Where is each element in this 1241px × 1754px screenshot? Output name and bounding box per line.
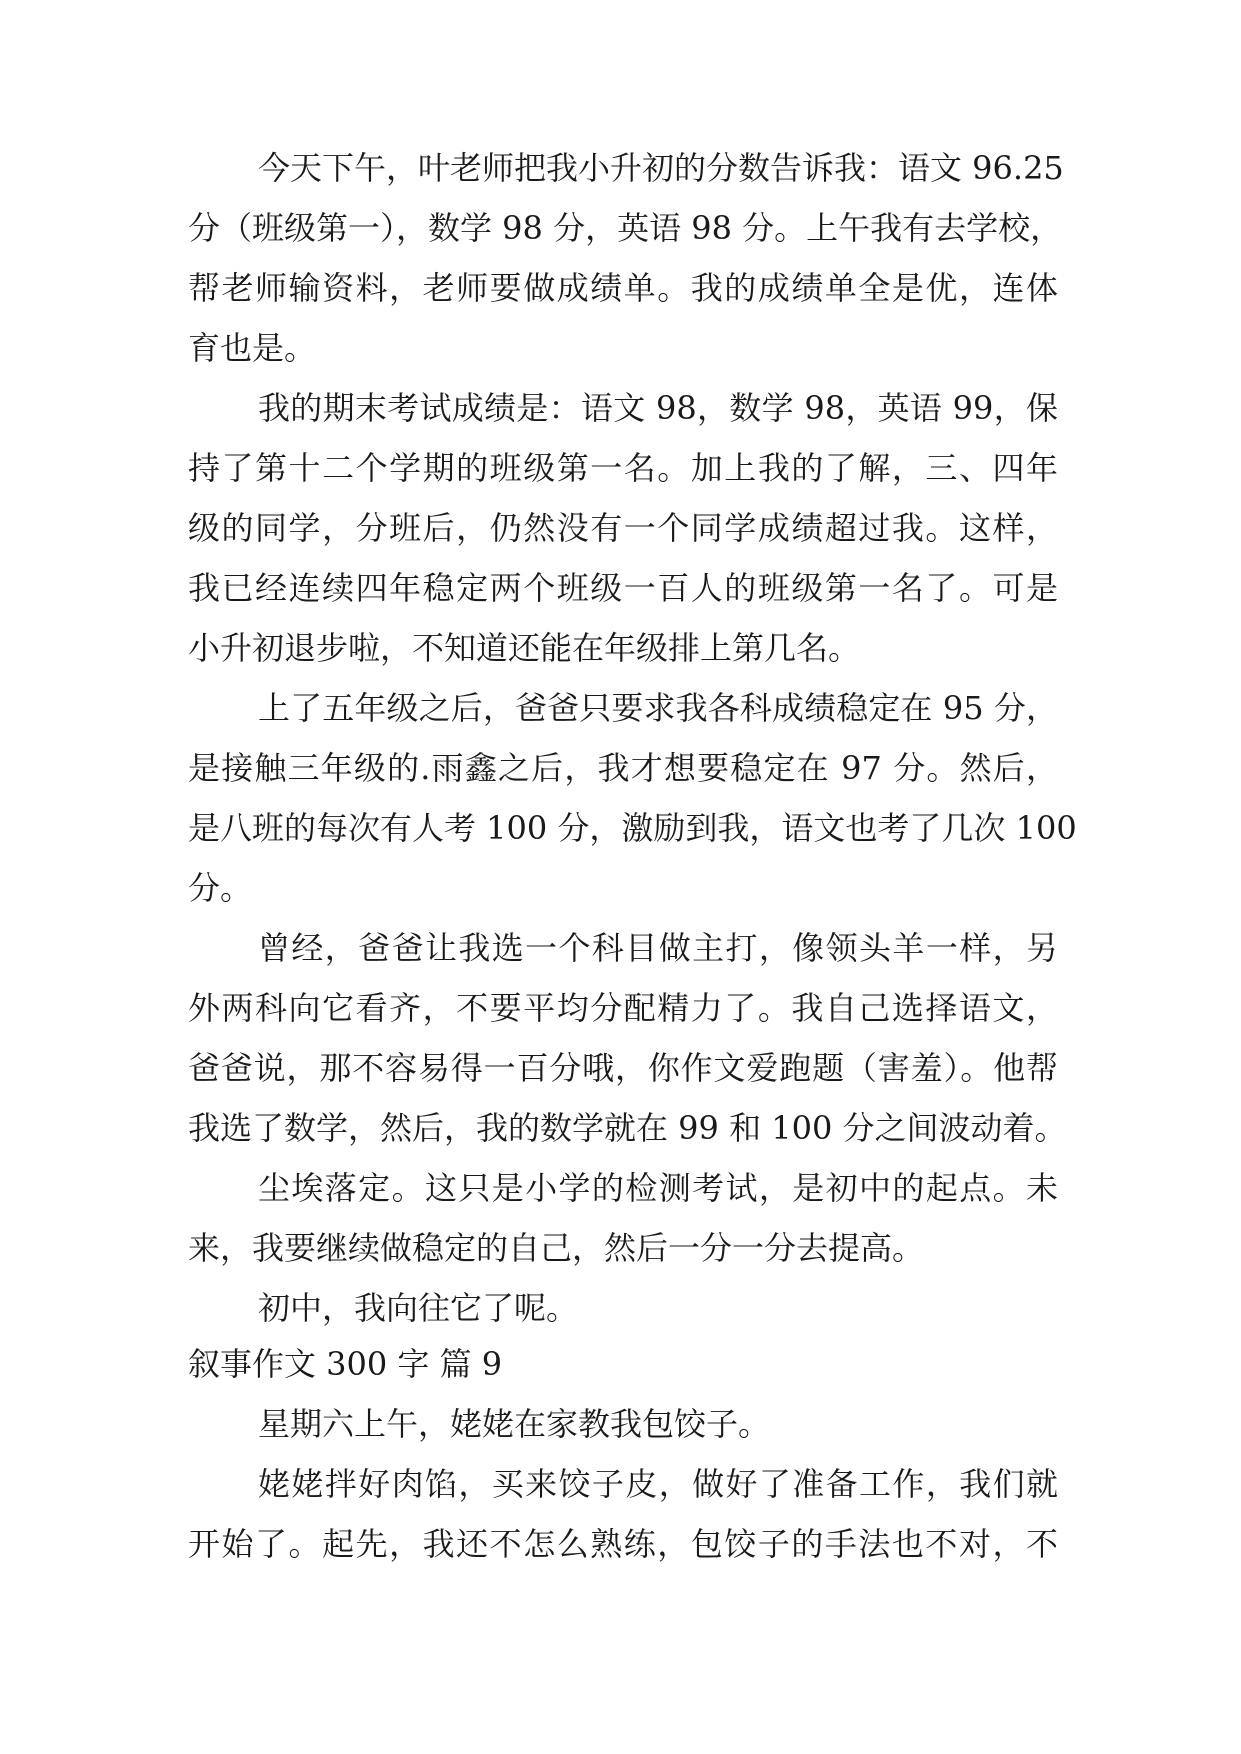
paragraph-line: 爸爸说，那不容易得一百分哦，你作文爱跑题（害羞）。他帮 bbox=[188, 1049, 1058, 1087]
paragraph-line: 星期六上午，姥姥在家教我包饺子。 bbox=[258, 1405, 771, 1443]
paragraph-line: 育也是。 bbox=[188, 329, 317, 367]
paragraph-line: 外两科向它看齐，不要平均分配精力了。我自己选择语文， bbox=[188, 989, 1058, 1027]
paragraph-line: 我选了数学，然后，我的数学就在 99 和 100 分之间波动着。 bbox=[188, 1109, 1067, 1147]
paragraph-line: 级的同学，分班后，仍然没有一个同学成绩超过我。这样， bbox=[188, 509, 1058, 547]
paragraph-line: 帮老师输资料，老师要做成绩单。我的成绩单全是优，连体 bbox=[188, 269, 1058, 307]
paragraph-line: 我已经连续四年稳定两个班级一百人的班级第一名了。可是 bbox=[188, 569, 1058, 607]
paragraph-line: 小升初退步啦，不知道还能在年级排上第几名。 bbox=[188, 629, 861, 667]
paragraph-line: 分。 bbox=[188, 869, 253, 907]
paragraph-line: 初中，我向往它了呢。 bbox=[258, 1289, 579, 1327]
paragraph-line: 是八班的每次有人考 100 分，激励到我，语文也考了几次 100 bbox=[188, 809, 1077, 847]
paragraph-line: 上了五年级之后，爸爸只要求我各科成绩稳定在 95 分， bbox=[258, 689, 1058, 727]
paragraph-line: 曾经，爸爸让我选一个科目做主打，像领头羊一样，另 bbox=[258, 929, 1058, 967]
paragraph-line: 分（班级第一），数学 98 分，英语 98 分。上午我有去学校， bbox=[188, 209, 1063, 247]
paragraph-line: 我的期末考试成绩是：语文 98，数学 98，英语 99，保 bbox=[258, 389, 1058, 427]
paragraph-line: 来，我要继续做稳定的自己，然后一分一分去提高。 bbox=[188, 1229, 925, 1267]
paragraph-line: 持了第十二个学期的班级第一名。加上我的了解，三、四年 bbox=[188, 449, 1058, 487]
paragraph-line: 是接触三年级的.雨鑫之后，我才想要稳定在 97 分。然后， bbox=[188, 749, 1058, 787]
paragraph-line: 开始了。起先，我还不怎么熟练，包饺子的手法也不对，不 bbox=[188, 1525, 1058, 1563]
paragraph-line: 今天下午，叶老师把我小升初的分数告诉我：语文 96.25 bbox=[258, 149, 1064, 187]
section-heading: 叙事作文 300 字 篇 9 bbox=[188, 1345, 503, 1383]
paragraph-line: 姥姥拌好肉馅，买来饺子皮，做好了准备工作，我们就 bbox=[258, 1465, 1058, 1503]
paragraph-line: 尘埃落定。这只是小学的检测考试，是初中的起点。未 bbox=[258, 1169, 1058, 1207]
